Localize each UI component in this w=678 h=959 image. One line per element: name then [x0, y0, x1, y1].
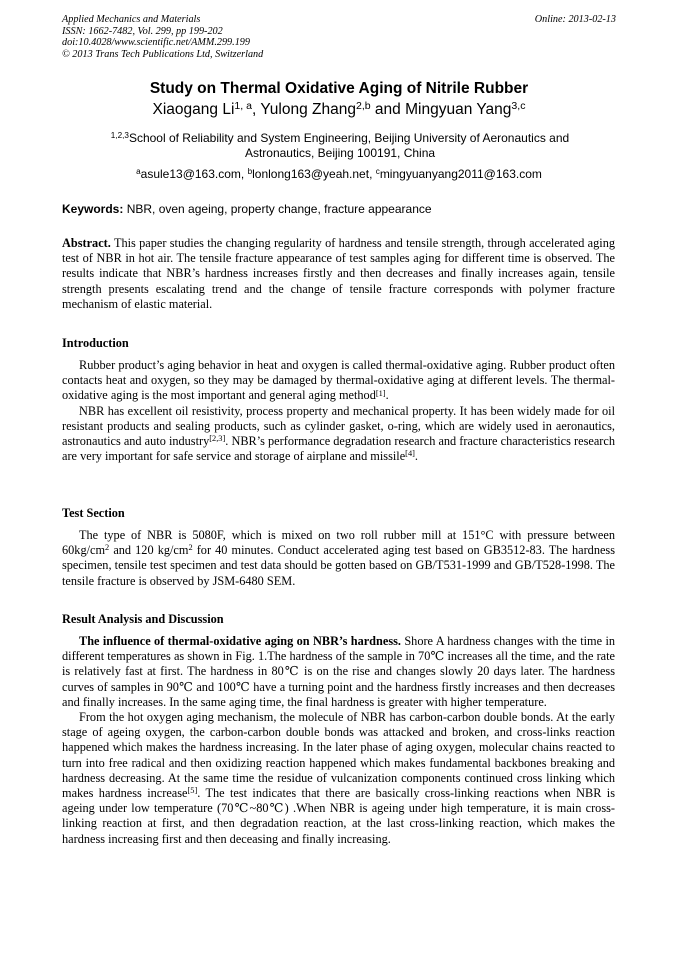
author-name: Mingyuan Yang	[405, 101, 512, 118]
author-separator: ,	[251, 101, 261, 118]
paragraph-text: .	[385, 388, 389, 403]
paragraph-text: From the hot oxygen aging mechanism, the molecule of NBR has carbon-carbon double bonds. At the early stage of ageing oxygen, the carbon-carbon double bonds was attacked and broken, and cross-links reaction happened which makes the hardness increasing. In the later phase of aging oxygen, molecular chains reacted to turn into free radical and then oxidizing reaction happened which makes fundamental backbones breaking and hardness decreasing. At the same time the residue of vulcanization components continued cross linking which makes hardness increase	[62, 710, 615, 801]
keywords-label: Keywords:	[62, 202, 124, 216]
paragraph-text: The type of NBR is 5080F, which is mixed on two roll rubber mill at 151°C with pressure between 60kg/cm	[62, 528, 615, 558]
paragraph	[62, 634, 615, 710]
paragraph	[62, 358, 615, 404]
keywords-text: NBR, oven ageing, property change, fracture appearance	[123, 202, 432, 216]
test-section-body	[62, 528, 615, 589]
superscript: 2	[188, 543, 193, 553]
paragraph-text: and 120 kg/cm	[109, 543, 189, 558]
journal-copyright: © 2013 Trans Tech Publications Ltd, Switzerland	[62, 48, 264, 60]
author-affil-mark: 2,b	[355, 100, 371, 113]
email-mark: c	[375, 167, 380, 177]
online-date: Online: 2013-02-13	[534, 14, 616, 25]
email-link[interactable]: mingyuanyang2011@163.com	[379, 167, 542, 181]
section-heading-results: Result Analysis and Discussion	[62, 612, 224, 626]
results-body	[62, 634, 615, 847]
author-list	[0, 101, 678, 119]
paragraph-text: NBR has excellent oil resistivity, process property and mechanical property. It has been widely made for oil resistant products and sealing products, such as cylinder gasket, o-ring, which are widely used in aeronautics, astronautics and auto industry	[62, 403, 615, 449]
citation[interactable]: [1]	[375, 388, 386, 398]
paragraph-text: . The test indicates that there are basically cross-linking reactions when NBR is ageing under low temperature (70℃~80℃) .When NBR is ageing under high temperature, it is main cross-linking reaction at first, and then degradation reaction, at the last cross-linking reaction, which makes the hardness increasing first and then deceasing and finally increasing.	[62, 786, 615, 846]
author-emails	[0, 167, 678, 181]
paragraph-text: . NBR’s performance degradation research and fracture characteristics research are very important for safe service and storage of airplane and missile	[62, 434, 615, 464]
abstract-label: Abstract.	[62, 236, 111, 250]
citation[interactable]: [4]	[405, 449, 415, 459]
email-link[interactable]: asule13@163.com,	[140, 167, 248, 181]
journal-doi: doi:10.4028/www.scientific.net/AMM.299.199	[62, 37, 250, 49]
paragraph-text: .	[414, 449, 418, 464]
email-mark: b	[247, 167, 253, 177]
paragraph-text: for 40 minutes. Conduct accelerated aging test based on GB3512-83. The hardness specimen, tensile test specimen and test data should be gotten based on GB/T531-1999 and GB/T528-1998. The tensile fracture is observed by JSM-6480 SEM.	[62, 543, 615, 588]
abstract	[62, 236, 615, 312]
paragraph	[62, 404, 615, 465]
citation[interactable]: [2,3]	[209, 434, 226, 444]
paper-title: Study on Thermal Oxidative Aging of Nitrile Rubber	[149, 80, 529, 97]
abstract-paragraph	[62, 236, 615, 312]
superscript: 2	[105, 543, 110, 553]
affiliation	[90, 131, 590, 161]
affiliation-text: School of Reliability and System Engineering, Beijing University of Aeronautics and Astronautics, Beijing 100191, China	[128, 131, 570, 160]
author-name: Xiaogang Li	[152, 101, 235, 118]
author-affil-mark: 1, a	[234, 100, 252, 113]
abstract-text: This paper studies the changing regularity of hardness and tensile strength, through accelerated aging test of NBR in hot air. The tensile fracture appearance of test samples aging for different time is observed. The results indicate that NBR’s hardness increases firstly and then decreases and finally increases again, tensile strength presents escalating trend and the change of tensile fracture corresponds with polymer fracture mechanism of elastic material.	[62, 236, 615, 311]
email-link[interactable]: lonlong163@yeah.net,	[252, 167, 376, 181]
section-heading-test: Test Section	[62, 506, 125, 520]
paragraph	[62, 710, 615, 847]
author-separator: and	[370, 101, 406, 118]
section-heading-introduction: Introduction	[62, 336, 129, 350]
journal-name: Applied Mechanics and Materials	[62, 14, 201, 25]
paragraph-text: Shore A hardness changes with the time in different temperatures as shown in Fig. 1.The hardness of the sample in 70℃ increases all the time, and the rate is relatively fast at first. The hardness in 80℃ is on the rise and changes slowly 20 days later. The hardness curves of samples in 90℃ and 100℃ have a turning point and the hardness firstly increases and then decreases and finally increases. In the same aging time, the final hardness is greater with higher temperature.	[62, 634, 616, 709]
subsection-lead: The influence of thermal-oxidative aging on NBR’s hardness.	[79, 634, 401, 648]
journal-issn: ISSN: 1662-7482, Vol. 299, pp 199-202	[62, 25, 223, 37]
paragraph	[62, 528, 615, 589]
affiliation-mark: 1,2,3	[110, 131, 129, 141]
citation[interactable]: [5]	[187, 786, 198, 796]
paragraph-text: Rubber product’s aging behavior in heat and oxygen is called thermal-oxidative aging. Rubber product often contacts heat and oxygen, so they may be damaged by thermal-oxidative aging at different levels. The thermal-oxidative aging is the most important and general aging method	[62, 358, 615, 403]
email-mark: a	[136, 167, 141, 177]
keywords	[62, 202, 622, 216]
introduction-body	[62, 358, 615, 464]
author-affil-mark: 3,c	[511, 100, 526, 113]
author-name: Yulong Zhang	[260, 101, 356, 118]
journal-header	[62, 14, 616, 60]
